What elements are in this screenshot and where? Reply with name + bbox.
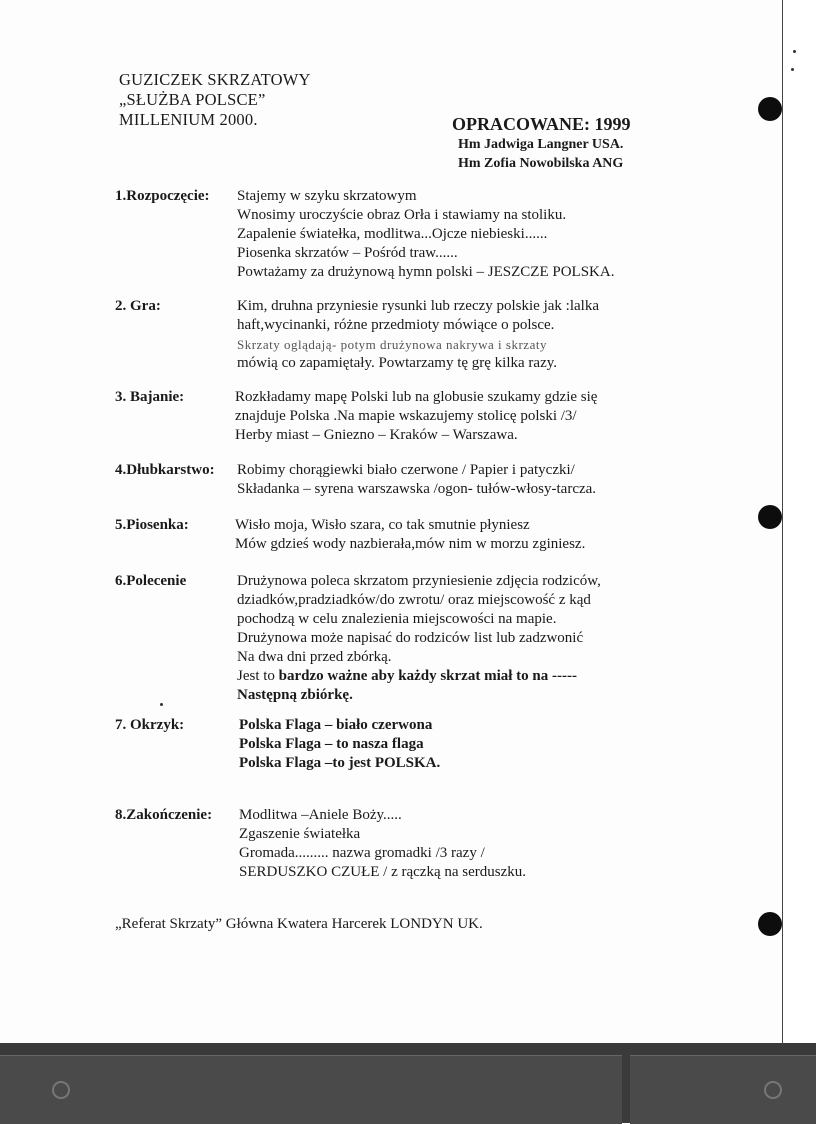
speck	[791, 68, 794, 71]
header-line: „SŁUŻBA POLSCE”	[119, 90, 266, 109]
header-title-block	[119, 70, 311, 130]
author-name: Hm Zofia Nowobilska ANG	[458, 156, 624, 171]
cheer-line: Polska Flaga – biało czerwona	[239, 717, 433, 733]
page-edge	[782, 0, 816, 1043]
binder-panel	[630, 1055, 816, 1124]
section-line: Na dwa dni przed zbórką.	[237, 649, 392, 665]
prepared-label: OPRACOWANE: 1999	[452, 114, 631, 134]
footer-credit: „Referat Skrzaty” Główna Kwatera Harcerek LONDYN UK.	[115, 916, 483, 932]
section-label: 7. Okrzyk:	[115, 717, 185, 733]
section-line: Gromada......... nazwa gromadki /3 razy /	[239, 845, 485, 861]
cheer-line: Polska Flaga –to jest POLSKA.	[239, 755, 441, 771]
section-line: Wnosimy uroczyście obraz Orła i stawiamy na stoliku.	[237, 207, 567, 223]
section-label: 8.Zakończenie:	[115, 807, 213, 823]
section-label: 5.Piosenka:	[115, 517, 189, 533]
section-label: 3. Bajanie:	[115, 389, 185, 405]
section-label: 2. Gra:	[115, 298, 161, 314]
header-line: MILLENIUM 2000.	[119, 110, 258, 129]
section-line: znajduje Polska .Na mapie wskazujemy stolicę polski /3/	[235, 408, 577, 424]
section-line: Herby miast – Gniezno – Kraków – Warszawa.	[235, 427, 518, 443]
speck	[793, 50, 796, 53]
binder-hole	[764, 1081, 782, 1099]
header-authors-block	[452, 113, 631, 173]
section-line: Wisło moja, Wisło szara, co tak smutnie płyniesz	[235, 517, 530, 533]
section-line: mówią co zapamiętały. Powtarzamy tę grę kilka razy.	[237, 355, 558, 371]
section-line: Rozkładamy mapę Polski lub na globusie szukamy gdzie się	[235, 389, 598, 405]
punch-hole	[758, 97, 782, 121]
section-line: Modlitwa –Aniele Boży.....	[239, 807, 402, 823]
section-line: Zapalenie światełka, modlitwa...Ojcze niebieski......	[237, 226, 548, 242]
section-label: 4.Dłubkarstwo:	[115, 462, 215, 478]
section-line: Drużynowa może napisać do rodziców list lub zadzwonić	[237, 630, 584, 646]
section-line: Kim, druhna przyniesie rysunki lub rzeczy polskie jak :lalka	[237, 298, 599, 314]
section-line: Robimy chorągiewki biało czerwone / Papier i patyczki/	[237, 462, 575, 478]
section-line: Drużynowa poleca skrzatom przyniesienie zdjęcia rodziców,	[237, 573, 601, 589]
speck	[160, 703, 163, 706]
section-line: Mów gdzieś wody nazbierała,mów nim w morzu zginiesz.	[235, 536, 586, 552]
punch-hole	[758, 505, 782, 529]
section-line: Piosenka skrzatów – Pośród traw......	[237, 245, 458, 261]
section-line: SERDUSZKO CZUŁE / z rączką na serduszku.	[239, 864, 527, 880]
section-line: Stajemy w szyku skrzatowym	[237, 188, 417, 204]
cheer-line: Polska Flaga – to nasza flaga	[239, 736, 424, 752]
important-text: bardzo ważne aby każdy skrzat miał to na -----	[278, 668, 577, 684]
binder-hole	[52, 1081, 70, 1099]
section-line: pochodzą w celu znalezienia miejscowości na mapie.	[237, 611, 557, 627]
section-line: haft,wycinanki, różne przedmioty mówiące o polsce.	[237, 317, 555, 333]
section-label: 1.Rozpoczęcie:	[115, 188, 210, 204]
section-line: Skrzaty oglądają- potym drużynowa nakrywa i skrzaty	[237, 337, 547, 352]
section-line: Składanka – syrena warszawska /ogon- tułów-włosy-tarcza.	[237, 481, 597, 497]
section-line-important	[237, 667, 601, 686]
author-name: Hm Jadwiga Langner USA.	[458, 137, 624, 152]
section-line: Zgaszenie światełka	[239, 826, 361, 842]
section-line: dziadków,pradziadków/do zwrotu/ oraz miejscowość z kąd	[237, 592, 591, 608]
punch-hole	[758, 912, 782, 936]
important-text: Następną zbiórkę.	[237, 687, 353, 703]
section-line: Powtażamy za drużynową hymn polski – JESZCZE POLSKA.	[237, 264, 615, 280]
binder-panel	[0, 1055, 622, 1124]
scanner-bottom-bar	[0, 1043, 816, 1123]
important-lead: Jest to	[237, 668, 279, 684]
section-label: 6.Polecenie	[115, 573, 187, 589]
header-line: GUZICZEK SKRZATOWY	[119, 70, 311, 89]
